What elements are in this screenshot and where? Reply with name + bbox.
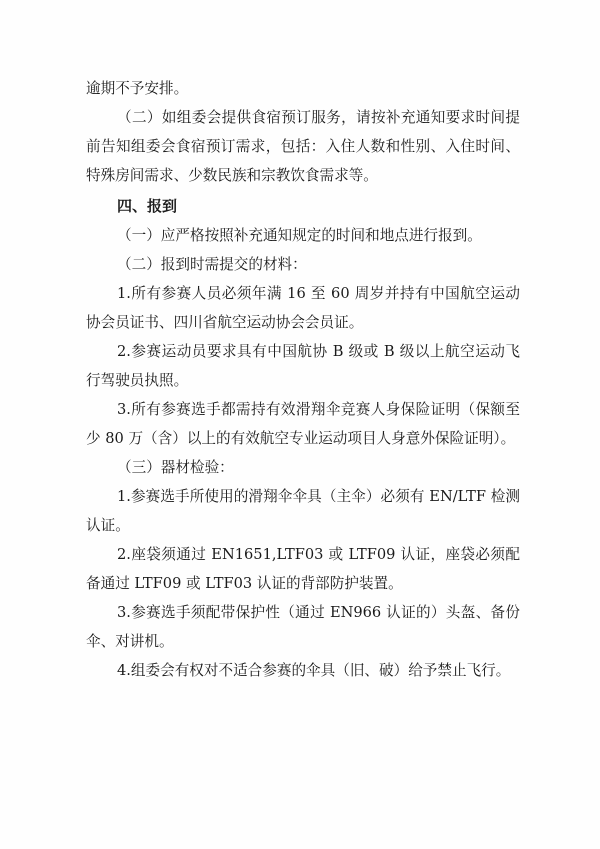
paragraph-item-license: 2.参赛运动员要求具有中国航协 B 级或 B 级以上航空运动飞行驾驶员执照。 — [86, 343, 520, 389]
paragraph-equipment-heading: （三）器材检验： — [117, 459, 234, 476]
paragraph-overdue: 逾期不予安排。 — [86, 80, 189, 97]
paragraph-registration-time: （一）应严格按照补充通知规定的时间和地点进行报到。 — [117, 227, 482, 244]
paragraph-item-age-cert: 1.所有参赛人员必须年满 16 至 60 周岁并持有中国航空运动协会员证书、四川省航空运动协会会员证。 — [86, 285, 520, 331]
paragraph-item-glider-cert: 1.参赛选手所使用的滑翔伞伞具（主伞）必须有 EN/LTF 检测认证。 — [86, 488, 520, 534]
paragraph-accommodation: （二）如组委会提供食宿预订服务，请按补充通知要求时间提前告知组委会食宿预订需求，包括：入住人数和性别、入住时间、特殊房间需求、少数民族和宗教饮食需求等。 — [86, 109, 520, 184]
paragraph-item-ban: 4.组委会有权对不适合参赛的伞具（旧、破）给予禁止飞行。 — [117, 662, 511, 679]
paragraph-item-harness-cert: 2.座袋须通过 EN1651,LTF03 或 LTF09 认证，座袋必须配备通过 LTF09 或 LTF03 认证的背部防护装置。 — [86, 546, 520, 592]
document-body — [86, 74, 520, 685]
paragraph-item-insurance: 3.所有参赛选手都需持有效滑翔伞竞赛人身保险证明（保额至少 80 万（含）以上的有效航空专业运动项目人身意外保险证明）。 — [86, 401, 520, 447]
paragraph-materials-heading: （二）报到时需提交的材料： — [117, 256, 307, 273]
paragraph-item-helmet: 3.参赛选手须配带保护性（通过 EN966 认证的）头盔、备份伞、对讲机。 — [86, 604, 520, 650]
section-heading-registration: 四、报到 — [117, 197, 178, 215]
